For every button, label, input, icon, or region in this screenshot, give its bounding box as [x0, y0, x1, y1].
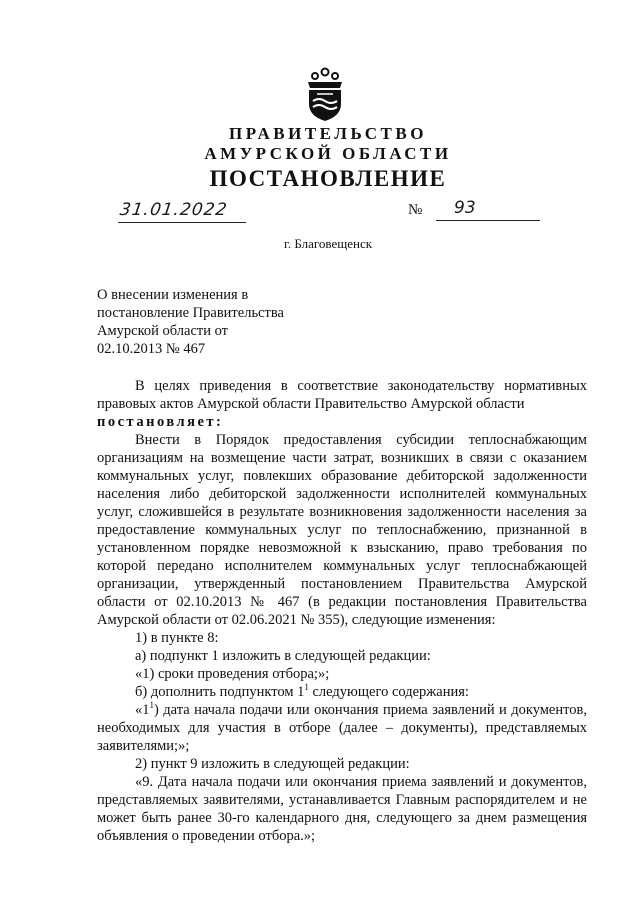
government-title: ПРАВИТЕЛЬСТВО: [229, 124, 427, 143]
document-subject: [97, 286, 357, 358]
region-title: АМУРСКОЙ ОБЛАСТИ: [204, 144, 452, 163]
document-number: 93: [454, 198, 476, 218]
item-1b: [97, 683, 587, 701]
item-1b-text-pre: «1: [135, 702, 150, 718]
subject-line: Амурской области от: [97, 323, 229, 339]
item-1b-text-post: ) дата начала подачи или окончания приема заявлений и документов, необходимых для участия в отборе (далее – документы), представляемых заявителями;»;: [97, 702, 587, 754]
item-1: 1) в пункте 8:: [135, 630, 219, 646]
subject-line: постановление Правительства: [97, 305, 284, 321]
item-2-text: «9. Дата начала подачи или окончания приема заявлений и документов, представляемых заявителями, устанавливается Главным распорядителем и не может быть ранее 30-го календарного дня, следующего за днем размещения объявления о проведении отбора.»;: [97, 774, 587, 844]
document-date: 31.01.2022: [118, 200, 229, 220]
item-2: 2) пункт 9 изложить в следующей редакции:: [135, 756, 410, 772]
main-paragraph: Внести в Порядок предоставления субсидии теплоснабжающим организациям на возмещение части затрат, возникших в связи с оказанием коммунальных услуг, повлекших образование дебиторской задолженности населения либо дебиторской задолженности исполнителей коммунальных услуг, сложившейся в результате возникновения задолженности населения за предоставление коммунальных услуг по теплоснабжению, признанной в установленном порядке невозможной к взысканию, право требования по которой передано исполнителем коммунальных услуг теплоснабжающей организации, утвержденный постановлением Правительства Амурской области от 02.10.2013 № 467 (в редакции постановления Правительства Амурской области от 02.06.2021 № 355), следующие изменения:: [97, 432, 587, 628]
number-label: №: [408, 202, 423, 218]
amur-region-coat-of-arms-icon: [300, 64, 350, 122]
subject-line: 02.10.2013 № 467: [97, 341, 206, 357]
item-1b-text-sup: 1: [149, 700, 154, 711]
item-1a-text: «1) сроки проведения отбора;»;: [135, 666, 330, 682]
resolves-word: постановляет:: [97, 414, 224, 430]
document-type-title: ПОСТАНОВЛЕНИЕ: [209, 166, 447, 191]
intro-paragraph: В целях приведения в соответствие законодательству нормативных правовых актов Амурской области Правительство Амурской области: [97, 378, 587, 412]
document-body: [97, 377, 587, 845]
item-1b-pre: б) дополнить подпунктом 1: [135, 684, 305, 700]
subject-line: О внесении изменения в: [97, 287, 249, 303]
item-1a: а) подпункт 1 изложить в следующей редакции:: [135, 648, 431, 664]
item-1b-sup: 1: [304, 682, 309, 693]
city-name: г. Благовещенск: [283, 236, 373, 251]
number-underline: [436, 220, 540, 221]
date-underline: [118, 222, 246, 223]
item-1b-post: следующего содержания:: [308, 684, 469, 700]
item-1b-text: [97, 701, 587, 755]
